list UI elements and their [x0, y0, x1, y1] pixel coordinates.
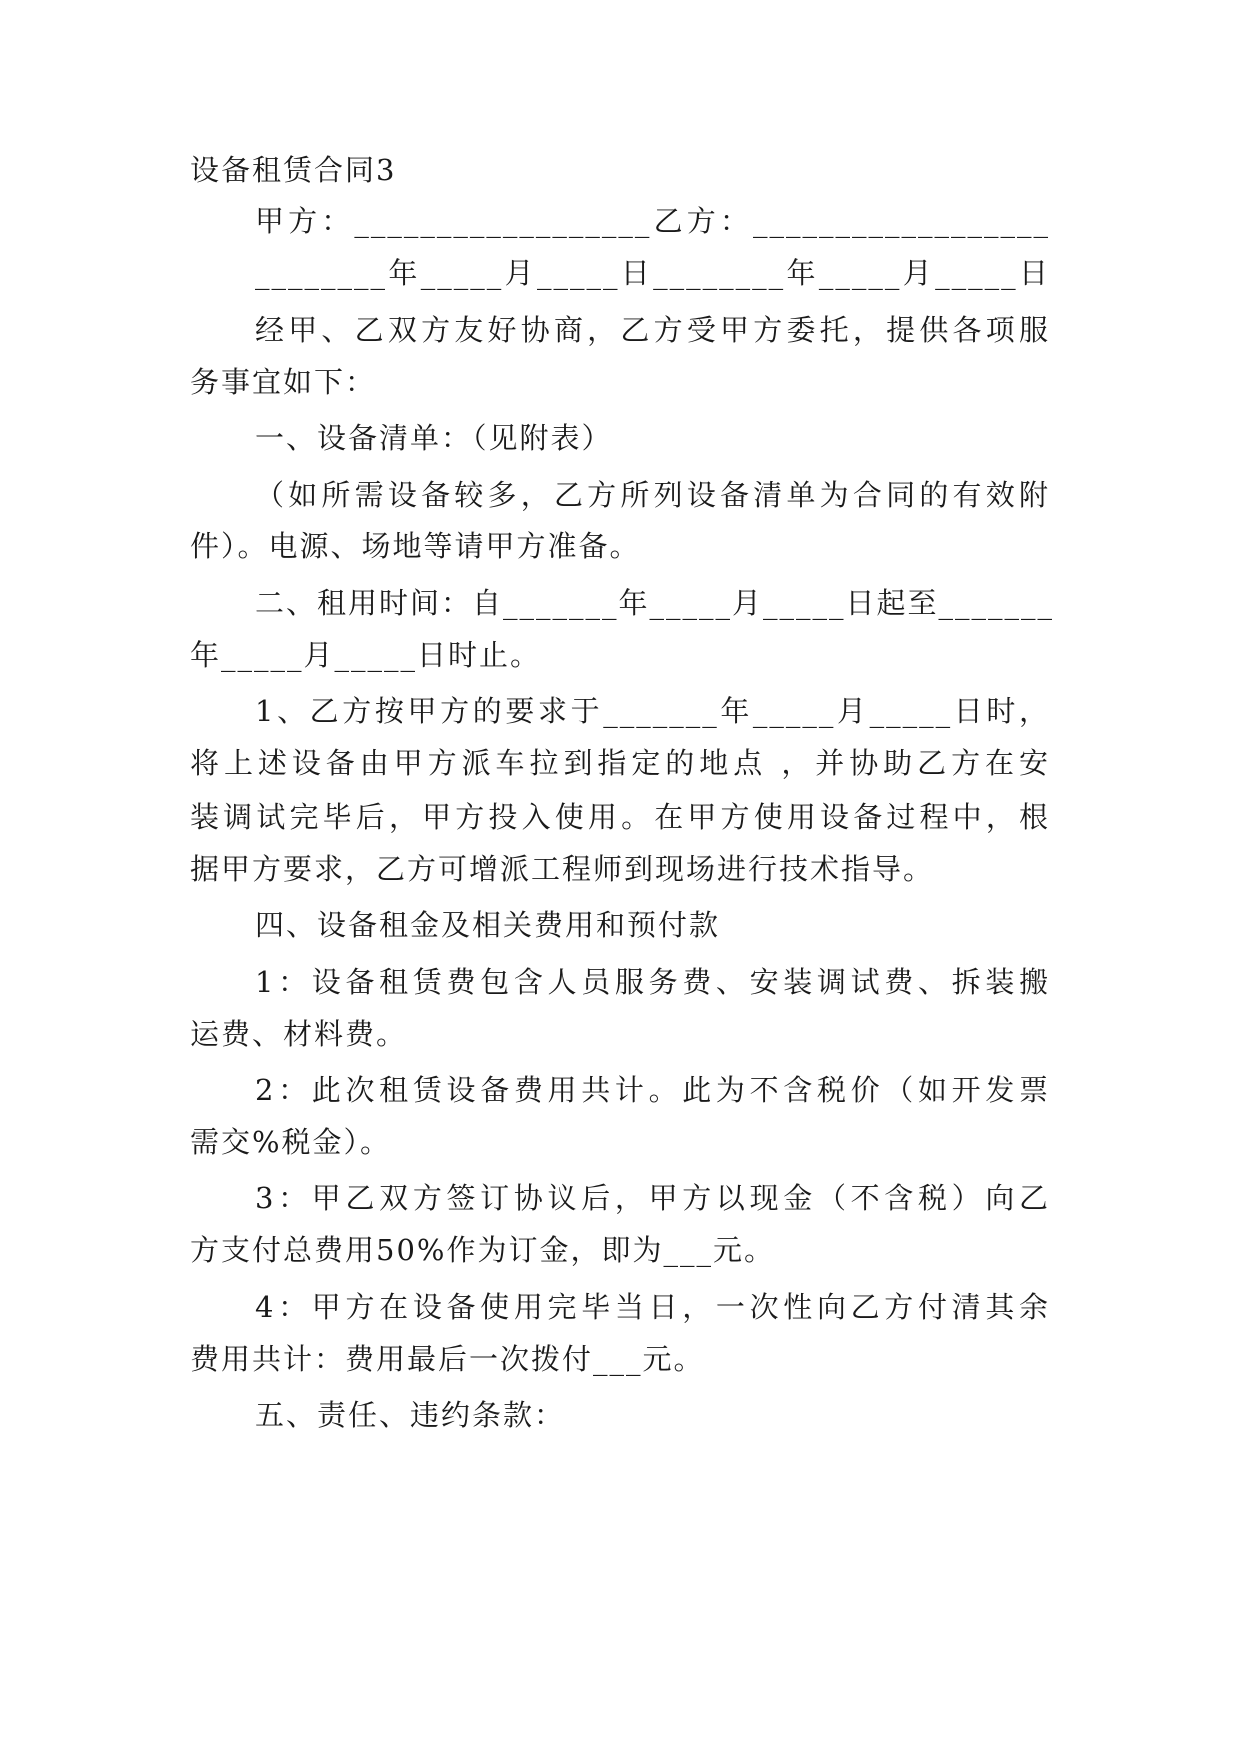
- paragraph-line: 方支付总费用50%作为订金，即为___元。: [190, 1233, 775, 1267]
- paragraph-line: 将上述设备由甲方派车拉到指定的地点 ，并协助乙方在安: [190, 746, 1050, 780]
- paragraph-line: 据甲方要求，乙方可增派工程师到现场进行技术指导。: [190, 852, 935, 886]
- paragraph-line: （如所需设备较多，乙方所列设备清单为合同的有效附: [255, 478, 1050, 512]
- paragraph-line: 1、乙方按甲方的要求于_______年_____月_____日时，: [255, 694, 1050, 728]
- paragraph-line: 费用共计：费用最后一次拨付___元。: [190, 1342, 705, 1376]
- party-line: 甲方：__________________乙方：__________________: [255, 204, 1050, 238]
- paragraph-line: 4：甲方在设备使用完毕当日，一次性向乙方付清其余: [255, 1290, 1050, 1324]
- paragraph-line: 需交%税金）。: [190, 1125, 392, 1159]
- document-title: 设备租赁合同3: [190, 153, 397, 187]
- paragraph-line: 经甲、乙双方友好协商，乙方受甲方委托，提供各项服: [255, 313, 1050, 347]
- section-heading: 二、租用时间：自_______年_____月_____日起至_______: [255, 586, 1055, 620]
- paragraph-line: 件）。电源、场地等请甲方准备。: [190, 529, 641, 563]
- paragraph-line: 运费、材料费。: [190, 1017, 408, 1051]
- section-heading: 四、设备租金及相关费用和预付款: [255, 908, 721, 942]
- paragraph-line: 3：甲乙双方签订协议后，甲方以现金（不含税）向乙: [255, 1181, 1050, 1215]
- paragraph-line: 2：此次租赁设备费用共计。此为不含税价（如开发票: [255, 1073, 1050, 1107]
- paragraph-line: 装调试完毕后，甲方投入使用。在甲方使用设备过程中，根: [190, 800, 1050, 834]
- date-line: ________年_____月_____日________年_____月_____日: [255, 256, 1050, 290]
- section-heading: 一、设备清单：（见附表）: [255, 421, 613, 455]
- paragraph-line: 年_____月_____日时止。: [190, 638, 542, 672]
- section-heading: 五、责任、违约条款：: [255, 1398, 566, 1432]
- paragraph-line: 1：设备租赁费包含人员服务费、安装调试费、拆装搬: [255, 965, 1050, 999]
- paragraph-line: 务事宜如下：: [190, 365, 377, 399]
